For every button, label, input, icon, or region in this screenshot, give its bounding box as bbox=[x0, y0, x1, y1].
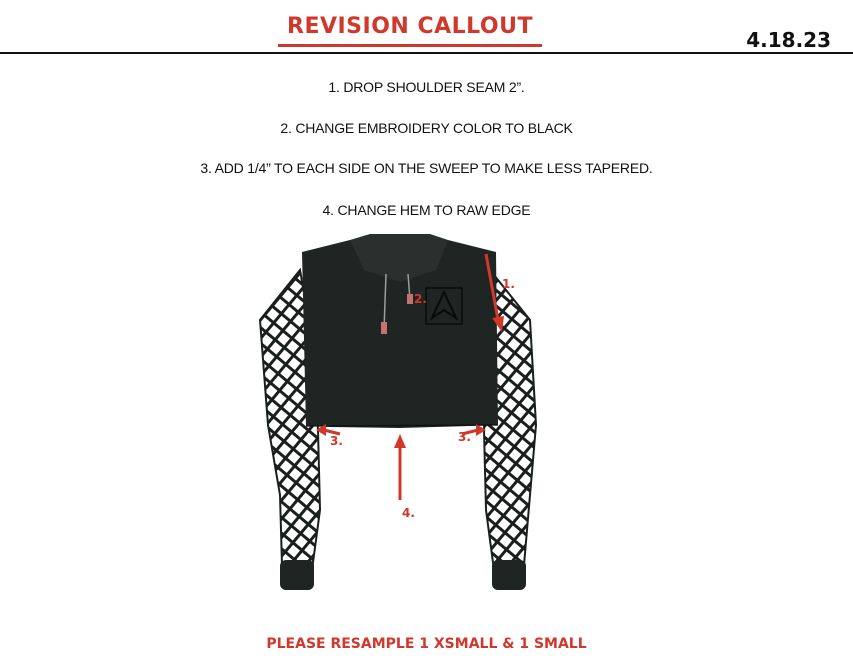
right-cuff bbox=[492, 560, 526, 590]
title-underline bbox=[278, 44, 542, 47]
callout-3-right: 3. bbox=[458, 430, 471, 444]
left-cuff bbox=[280, 560, 314, 590]
note-2: 2. CHANGE EMBROIDERY COLOR TO BLACK bbox=[280, 120, 573, 136]
callout-3-left: 3. bbox=[330, 434, 343, 448]
callout-2: 2. bbox=[414, 292, 427, 306]
header-rule bbox=[0, 52, 853, 54]
resample-note: PLEASE RESAMPLE 1 XSMALL & 1 SMALL bbox=[266, 636, 587, 652]
note-1: 1. DROP SHOULDER SEAM 2”. bbox=[328, 79, 525, 95]
revision-date: 4.18.23 bbox=[746, 28, 831, 52]
note-4: 4. CHANGE HEM TO RAW EDGE bbox=[322, 202, 531, 218]
callout-4: 4. bbox=[402, 506, 415, 520]
callout-1: 1. bbox=[502, 277, 515, 291]
note-3: 3. ADD 1/4” TO EACH SIDE ON THE SWEEP TO MAKE LESS TAPERED. bbox=[200, 160, 653, 176]
revision-title: REVISION CALLOUT bbox=[287, 14, 533, 39]
